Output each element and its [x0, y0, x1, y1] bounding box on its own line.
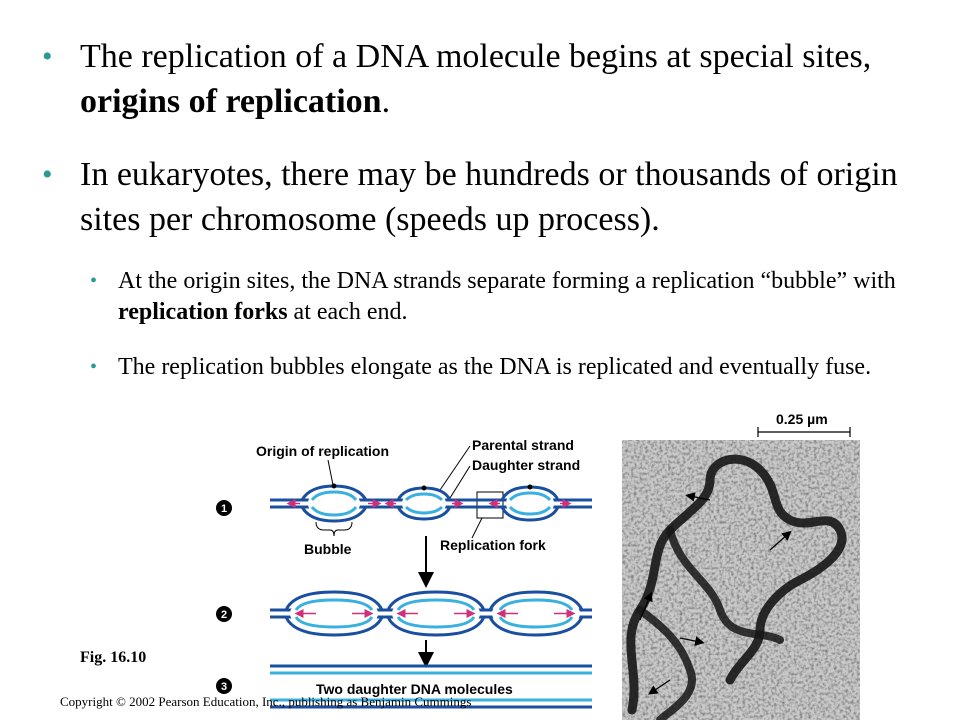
copyright-notice: Copyright © 2002 Pearson Education, Inc., publishing as Benjamin Cummings: [60, 694, 472, 709]
electron-micrograph: [622, 440, 860, 720]
bubble-2c: [490, 592, 582, 635]
scale-label: 0.25 µm: [776, 411, 828, 427]
step-1-dna: [270, 484, 592, 522]
step-2-marker: [216, 606, 232, 622]
bullet-text: The replication of a DNA molecule begins at special sites,: [80, 38, 872, 75]
bullet-dot: •: [90, 356, 98, 378]
scale-bar: [758, 411, 850, 437]
bullet-text-end: at each end.: [287, 299, 408, 325]
bullet-text-end: .: [381, 83, 391, 120]
label-daughter: Daughter strand: [472, 457, 581, 473]
fork-box: [477, 492, 503, 518]
step-1-marker: [216, 500, 232, 516]
subbullet-fuse: [90, 352, 918, 410]
bullet-bold-term: origins of replication: [80, 83, 382, 120]
label-two-daughter: Two daughter DNA molecules: [316, 681, 513, 697]
bullet-text: In eukaryotes, there may be hundreds or thousands of origin sites per chromosome (speeds up process).: [80, 156, 898, 238]
label-origin: Origin of replication: [256, 443, 390, 459]
bullet-bold-term: replication forks: [118, 299, 288, 325]
replication-figure: [220, 410, 960, 720]
bubble-2a: [286, 592, 382, 635]
svg-text:2: 2: [220, 609, 228, 621]
svg-text:1: 1: [220, 503, 228, 515]
label-bubble: Bubble: [304, 541, 352, 557]
figure-caption: Fig. 16.10: [80, 649, 147, 666]
svg-text:3: 3: [220, 681, 228, 693]
bubble-2b: [388, 592, 484, 635]
leader-fork: [472, 518, 482, 538]
bullet-dot: •: [42, 158, 53, 191]
bullet-text: At the origin sites, the DNA strands separate forming a replication “bubble” with: [118, 268, 896, 294]
step-3-marker: [216, 678, 232, 694]
label-fork: Replication fork: [440, 537, 546, 553]
bubble-brace: [316, 522, 352, 536]
leader-parental: [440, 446, 470, 490]
bubble-3: [490, 485, 570, 521]
bullet-dot: •: [42, 40, 53, 73]
bullet-dot: •: [90, 270, 98, 292]
replication-diagram: [220, 410, 960, 720]
bullet-origins: [42, 34, 940, 124]
bullet-text: The replication bubbles elongate as the DNA is replicated and eventually fuse.: [118, 354, 872, 380]
bullet-eukaryotes: [42, 152, 940, 242]
label-parental: Parental strand: [472, 437, 574, 453]
subbullet-forks: [90, 266, 918, 328]
step-2-dna: [270, 592, 592, 635]
bubble-1: [288, 484, 380, 522]
bubble-2: [386, 486, 462, 520]
